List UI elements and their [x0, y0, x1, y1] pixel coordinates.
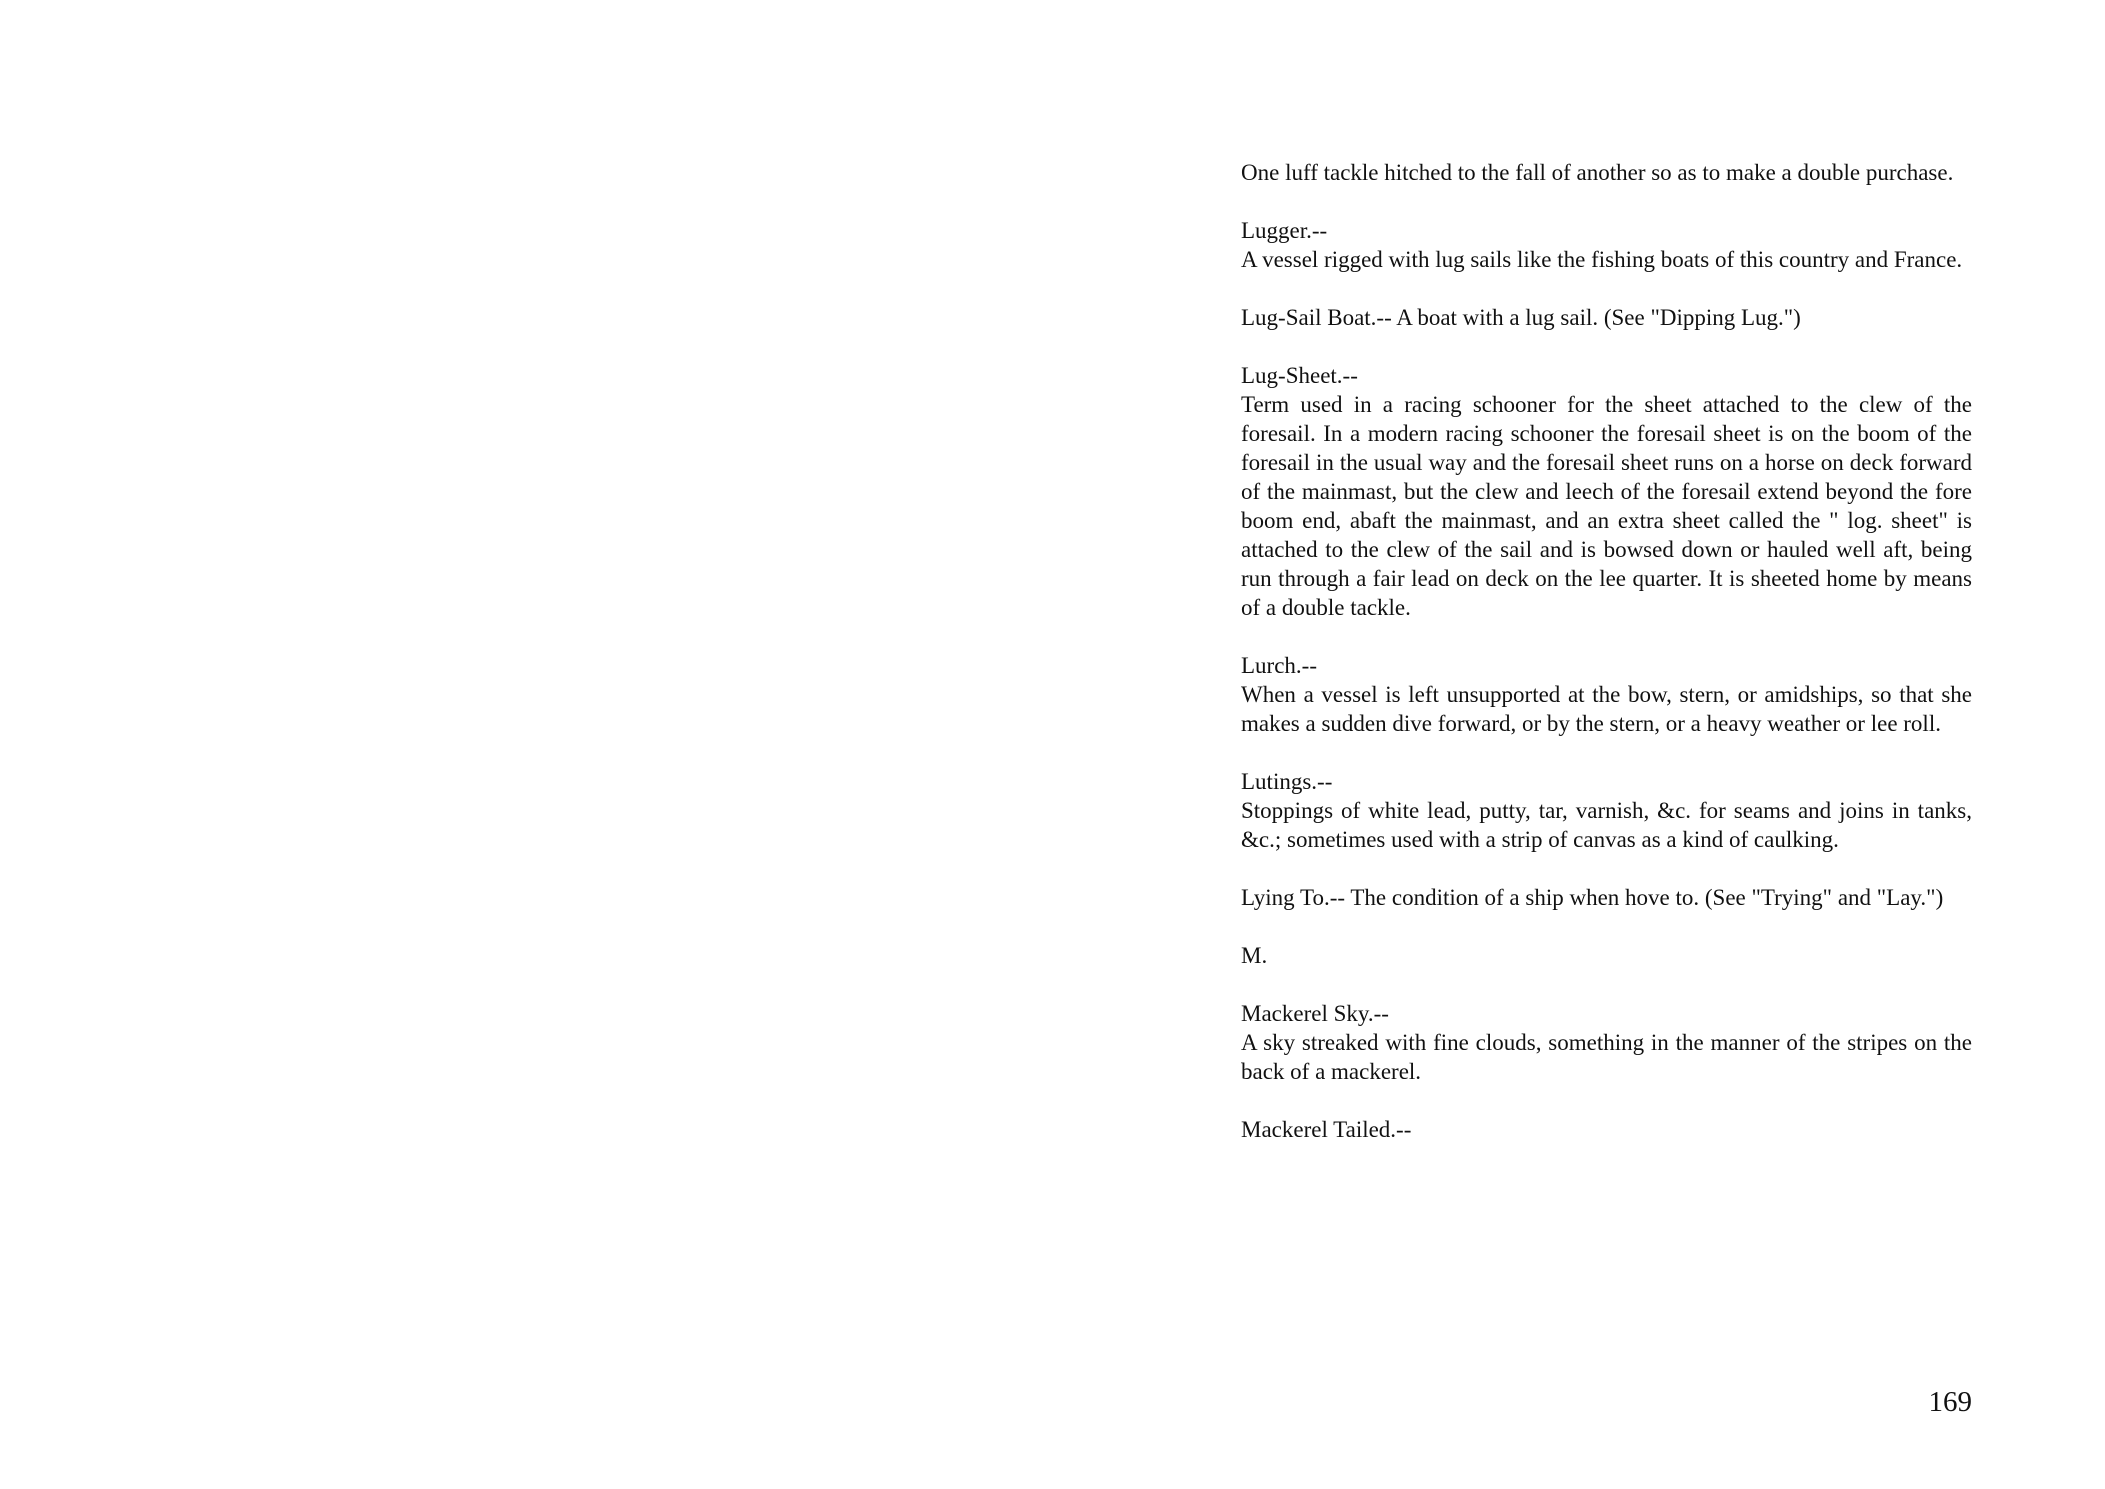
entry-lug-sail-boat: [1241, 303, 1972, 332]
entry-lug-sheet: [1241, 361, 1972, 622]
section-letter-m: [1241, 941, 1972, 970]
entry-lutings: [1241, 767, 1972, 854]
entry-lugger: [1241, 216, 1972, 274]
entry-term: Lurch.--: [1241, 653, 1317, 678]
entry-mackerel-sky: [1241, 999, 1972, 1086]
entry-lying-to: [1241, 883, 1972, 912]
entry-term: Lugger.--: [1241, 218, 1328, 243]
entry-term: Lutings.--: [1241, 769, 1333, 794]
entry-definition: When a vessel is left unsupported at the bow, stern, or amidships, so that she makes a sudden dive forward, or by the stern, or a heavy weather or lee roll.: [1241, 682, 1972, 736]
entry-term: Lug-Sail Boat.--: [1241, 305, 1392, 330]
text-column: [1241, 158, 1972, 1173]
entry-definition: A sky streaked with fine clouds, something in the manner of the stripes on the back of a mackerel.: [1241, 1030, 1972, 1084]
entry-definition: A boat with a lug sail. (See "Dipping Lug."): [1396, 305, 1801, 330]
entry-definition: The condition of a ship when hove to. (See "Trying" and "Lay."): [1350, 885, 1944, 910]
entry-definition: Term used in a racing schooner for the sheet attached to the clew of the foresail. In a modern racing schooner the foresail sheet is on the boom of the foresail in the usual way and the foresail sheet runs on a horse on deck forward of the mainmast, but the clew and leech of the foresail extend beyond the fore boom end, abaft the mainmast, and an extra sheet called the " log. sheet" is attached to the clew of the sail and is bowsed down or hauled well aft, being run through a fair lead on deck on the lee quarter. It is sheeted home by means of a double tackle.: [1241, 392, 1972, 620]
entry-lurch: [1241, 651, 1972, 738]
entry-definition: Stoppings of white lead, putty, tar, varnish, &c. for seams and joins in tanks, &c.; sometimes used with a strip of canvas as a kind of caulking.: [1241, 798, 1972, 852]
entry-term: Lug-Sheet.--: [1241, 363, 1358, 388]
entry-term: Mackerel Tailed.--: [1241, 1117, 1412, 1142]
entry-definition: A vessel rigged with lug sails like the fishing boats of this country and France.: [1241, 247, 1963, 272]
entry-mackerel-tailed: [1241, 1115, 1972, 1144]
section-heading: M.: [1241, 943, 1268, 968]
page-number: 169: [1928, 1386, 1972, 1418]
entry-luff-upon-luff: [1241, 158, 1972, 187]
entry-term: Mackerel Sky.--: [1241, 1001, 1389, 1026]
entry-term: Lying To.--: [1241, 885, 1346, 910]
entry-definition: One luff tackle hitched to the fall of another so as to make a double purchase.: [1241, 160, 1954, 185]
